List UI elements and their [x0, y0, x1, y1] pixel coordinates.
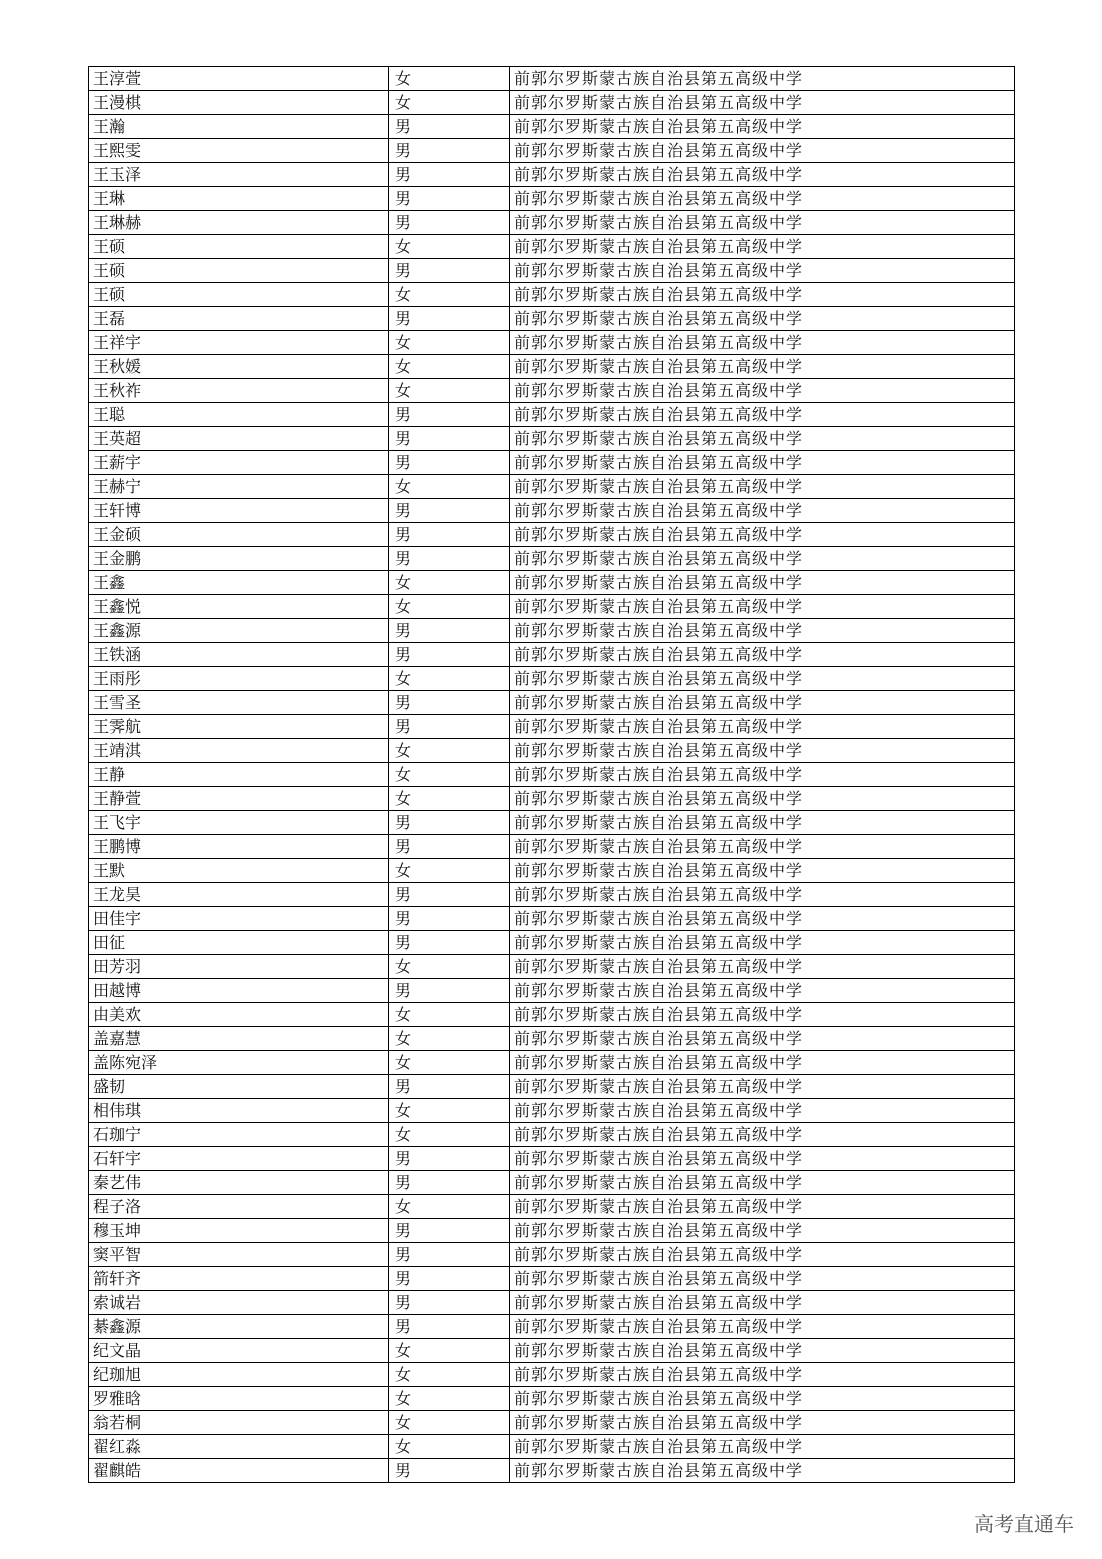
- gender-cell: 女: [389, 283, 510, 307]
- school-cell: 前郭尔罗斯蒙古族自治县第五高级中学: [510, 475, 1015, 499]
- table-row: [89, 619, 1015, 643]
- gender-cell: 女: [389, 763, 510, 787]
- table-row: [89, 547, 1015, 571]
- name-cell: 王龙昊: [89, 883, 389, 907]
- table-row: [89, 931, 1015, 955]
- table-row: [89, 1027, 1015, 1051]
- table-row: [89, 811, 1015, 835]
- name-cell: 石轩宇: [89, 1147, 389, 1171]
- school-cell: 前郭尔罗斯蒙古族自治县第五高级中学: [510, 931, 1015, 955]
- school-cell: 前郭尔罗斯蒙古族自治县第五高级中学: [510, 1267, 1015, 1291]
- name-cell: 王秋祚: [89, 379, 389, 403]
- table-row: [89, 307, 1015, 331]
- table-row: [89, 211, 1015, 235]
- school-cell: 前郭尔罗斯蒙古族自治县第五高级中学: [510, 715, 1015, 739]
- gender-cell: 男: [389, 1219, 510, 1243]
- table-row: [89, 715, 1015, 739]
- table-row: [89, 595, 1015, 619]
- gender-cell: 女: [389, 331, 510, 355]
- school-cell: 前郭尔罗斯蒙古族自治县第五高级中学: [510, 835, 1015, 859]
- name-cell: 王静萱: [89, 787, 389, 811]
- table-row: [89, 1171, 1015, 1195]
- name-cell: 王漫棋: [89, 91, 389, 115]
- school-cell: 前郭尔罗斯蒙古族自治县第五高级中学: [510, 811, 1015, 835]
- name-cell: 田征: [89, 931, 389, 955]
- school-cell: 前郭尔罗斯蒙古族自治县第五高级中学: [510, 667, 1015, 691]
- school-cell: 前郭尔罗斯蒙古族自治县第五高级中学: [510, 259, 1015, 283]
- table-row: [89, 187, 1015, 211]
- table-row: [89, 1243, 1015, 1267]
- table-row: [89, 67, 1015, 91]
- gender-cell: 男: [389, 139, 510, 163]
- name-cell: 田佳宇: [89, 907, 389, 931]
- table-row: [89, 283, 1015, 307]
- school-cell: 前郭尔罗斯蒙古族自治县第五高级中学: [510, 235, 1015, 259]
- school-cell: 前郭尔罗斯蒙古族自治县第五高级中学: [510, 1099, 1015, 1123]
- gender-cell: 女: [389, 955, 510, 979]
- gender-cell: 男: [389, 1171, 510, 1195]
- school-cell: 前郭尔罗斯蒙古族自治县第五高级中学: [510, 643, 1015, 667]
- table-row: [89, 835, 1015, 859]
- school-cell: 前郭尔罗斯蒙古族自治县第五高级中学: [510, 115, 1015, 139]
- gender-cell: 男: [389, 907, 510, 931]
- school-cell: 前郭尔罗斯蒙古族自治县第五高级中学: [510, 1435, 1015, 1459]
- school-cell: 前郭尔罗斯蒙古族自治县第五高级中学: [510, 355, 1015, 379]
- name-cell: 箭轩齐: [89, 1267, 389, 1291]
- school-cell: 前郭尔罗斯蒙古族自治县第五高级中学: [510, 1027, 1015, 1051]
- name-cell: 田越博: [89, 979, 389, 1003]
- table-row: [89, 1147, 1015, 1171]
- table-row: [89, 643, 1015, 667]
- school-cell: 前郭尔罗斯蒙古族自治县第五高级中学: [510, 787, 1015, 811]
- name-cell: 程子洛: [89, 1195, 389, 1219]
- gender-cell: 男: [389, 1243, 510, 1267]
- name-cell: 王熙雯: [89, 139, 389, 163]
- name-cell: 王霁航: [89, 715, 389, 739]
- gender-cell: 男: [389, 1147, 510, 1171]
- table-row: [89, 1051, 1015, 1075]
- school-cell: 前郭尔罗斯蒙古族自治县第五高级中学: [510, 331, 1015, 355]
- table-row: [89, 235, 1015, 259]
- table-row: [89, 571, 1015, 595]
- name-cell: 王祥宇: [89, 331, 389, 355]
- table-row: [89, 787, 1015, 811]
- name-cell: 石珈宁: [89, 1123, 389, 1147]
- name-cell: 王鑫源: [89, 619, 389, 643]
- school-cell: 前郭尔罗斯蒙古族自治县第五高级中学: [510, 283, 1015, 307]
- name-cell: 盖陈宛泽: [89, 1051, 389, 1075]
- name-cell: 王硕: [89, 283, 389, 307]
- gender-cell: 男: [389, 643, 510, 667]
- table-row: [89, 1291, 1015, 1315]
- roster-body: [89, 67, 1015, 1483]
- gender-cell: 女: [389, 355, 510, 379]
- gender-cell: 男: [389, 259, 510, 283]
- name-cell: 秦艺伟: [89, 1171, 389, 1195]
- table-row: [89, 139, 1015, 163]
- name-cell: 王英超: [89, 427, 389, 451]
- name-cell: 王鑫悦: [89, 595, 389, 619]
- gender-cell: 男: [389, 1267, 510, 1291]
- table-row: [89, 523, 1015, 547]
- name-cell: 王琳: [89, 187, 389, 211]
- gender-cell: 男: [389, 931, 510, 955]
- school-cell: 前郭尔罗斯蒙古族自治县第五高级中学: [510, 427, 1015, 451]
- gender-cell: 男: [389, 547, 510, 571]
- gender-cell: 男: [389, 835, 510, 859]
- name-cell: 王静: [89, 763, 389, 787]
- school-cell: 前郭尔罗斯蒙古族自治县第五高级中学: [510, 91, 1015, 115]
- school-cell: 前郭尔罗斯蒙古族自治县第五高级中学: [510, 907, 1015, 931]
- table-row: [89, 355, 1015, 379]
- school-cell: 前郭尔罗斯蒙古族自治县第五高级中学: [510, 1051, 1015, 1075]
- table-row: [89, 451, 1015, 475]
- name-cell: 王鑫: [89, 571, 389, 595]
- school-cell: 前郭尔罗斯蒙古族自治县第五高级中学: [510, 1315, 1015, 1339]
- gender-cell: 男: [389, 523, 510, 547]
- table-row: [89, 1411, 1015, 1435]
- name-cell: 王秋媛: [89, 355, 389, 379]
- table-row: [89, 1267, 1015, 1291]
- table-row: [89, 955, 1015, 979]
- school-cell: 前郭尔罗斯蒙古族自治县第五高级中学: [510, 1123, 1015, 1147]
- school-cell: 前郭尔罗斯蒙古族自治县第五高级中学: [510, 211, 1015, 235]
- name-cell: 罗雅晗: [89, 1387, 389, 1411]
- gender-cell: 女: [389, 1435, 510, 1459]
- gender-cell: 女: [389, 235, 510, 259]
- gender-cell: 女: [389, 1003, 510, 1027]
- name-cell: 翟红淼: [89, 1435, 389, 1459]
- gender-cell: 女: [389, 571, 510, 595]
- gender-cell: 男: [389, 499, 510, 523]
- name-cell: 索诚岩: [89, 1291, 389, 1315]
- gender-cell: 男: [389, 1291, 510, 1315]
- table-row: [89, 667, 1015, 691]
- name-cell: 盛韧: [89, 1075, 389, 1099]
- name-cell: 王靖淇: [89, 739, 389, 763]
- table-row: [89, 739, 1015, 763]
- table-row: [89, 379, 1015, 403]
- table-row: [89, 691, 1015, 715]
- watermark-text: 高考直通车: [974, 1512, 1074, 1536]
- gender-cell: 女: [389, 379, 510, 403]
- table-row: [89, 259, 1015, 283]
- gender-cell: 女: [389, 67, 510, 91]
- gender-cell: 男: [389, 979, 510, 1003]
- school-cell: 前郭尔罗斯蒙古族自治县第五高级中学: [510, 883, 1015, 907]
- name-cell: 王雨彤: [89, 667, 389, 691]
- gender-cell: 女: [389, 1027, 510, 1051]
- name-cell: 王雪圣: [89, 691, 389, 715]
- gender-cell: 男: [389, 163, 510, 187]
- table-row: [89, 859, 1015, 883]
- gender-cell: 男: [389, 1075, 510, 1099]
- school-cell: 前郭尔罗斯蒙古族自治县第五高级中学: [510, 955, 1015, 979]
- table-row: [89, 1363, 1015, 1387]
- school-cell: 前郭尔罗斯蒙古族自治县第五高级中学: [510, 307, 1015, 331]
- gender-cell: 男: [389, 427, 510, 451]
- table-row: [89, 91, 1015, 115]
- gender-cell: 女: [389, 787, 510, 811]
- school-cell: 前郭尔罗斯蒙古族自治县第五高级中学: [510, 1363, 1015, 1387]
- table-row: [89, 979, 1015, 1003]
- gender-cell: 男: [389, 187, 510, 211]
- name-cell: 王金硕: [89, 523, 389, 547]
- name-cell: 王硕: [89, 259, 389, 283]
- gender-cell: 女: [389, 91, 510, 115]
- name-cell: 翁若桐: [89, 1411, 389, 1435]
- school-cell: 前郭尔罗斯蒙古族自治县第五高级中学: [510, 1195, 1015, 1219]
- name-cell: 王轩博: [89, 499, 389, 523]
- school-cell: 前郭尔罗斯蒙古族自治县第五高级中学: [510, 691, 1015, 715]
- name-cell: 王瀚: [89, 115, 389, 139]
- table-row: [89, 427, 1015, 451]
- school-cell: 前郭尔罗斯蒙古族自治县第五高级中学: [510, 1171, 1015, 1195]
- name-cell: 王硕: [89, 235, 389, 259]
- name-cell: 王磊: [89, 307, 389, 331]
- school-cell: 前郭尔罗斯蒙古族自治县第五高级中学: [510, 451, 1015, 475]
- gender-cell: 女: [389, 1363, 510, 1387]
- name-cell: 王飞宇: [89, 811, 389, 835]
- name-cell: 田芳羽: [89, 955, 389, 979]
- table-row: [89, 475, 1015, 499]
- gender-cell: 男: [389, 451, 510, 475]
- table-row: [89, 1339, 1015, 1363]
- gender-cell: 女: [389, 1195, 510, 1219]
- gender-cell: 女: [389, 1051, 510, 1075]
- gender-cell: 女: [389, 595, 510, 619]
- gender-cell: 男: [389, 619, 510, 643]
- school-cell: 前郭尔罗斯蒙古族自治县第五高级中学: [510, 1459, 1015, 1483]
- table-row: [89, 1195, 1015, 1219]
- gender-cell: 女: [389, 1123, 510, 1147]
- table-row: [89, 763, 1015, 787]
- table-row: [89, 499, 1015, 523]
- name-cell: 王聪: [89, 403, 389, 427]
- table-row: [89, 883, 1015, 907]
- name-cell: 王默: [89, 859, 389, 883]
- school-cell: 前郭尔罗斯蒙古族自治县第五高级中学: [510, 1003, 1015, 1027]
- table-row: [89, 1315, 1015, 1339]
- name-cell: 王淳萱: [89, 67, 389, 91]
- gender-cell: 男: [389, 403, 510, 427]
- name-cell: 纪珈旭: [89, 1363, 389, 1387]
- table-row: [89, 907, 1015, 931]
- gender-cell: 男: [389, 1459, 510, 1483]
- table-row: [89, 1219, 1015, 1243]
- school-cell: 前郭尔罗斯蒙古族自治县第五高级中学: [510, 763, 1015, 787]
- gender-cell: 男: [389, 307, 510, 331]
- school-cell: 前郭尔罗斯蒙古族自治县第五高级中学: [510, 1219, 1015, 1243]
- table-row: [89, 1123, 1015, 1147]
- table-row: [89, 1099, 1015, 1123]
- gender-cell: 男: [389, 211, 510, 235]
- name-cell: 纪文晶: [89, 1339, 389, 1363]
- table-row: [89, 331, 1015, 355]
- table-row: [89, 1003, 1015, 1027]
- table-row: [89, 1435, 1015, 1459]
- gender-cell: 女: [389, 859, 510, 883]
- name-cell: 窦平智: [89, 1243, 389, 1267]
- name-cell: 王薪宇: [89, 451, 389, 475]
- table-row: [89, 115, 1015, 139]
- gender-cell: 女: [389, 1411, 510, 1435]
- table-row: [89, 403, 1015, 427]
- gender-cell: 男: [389, 715, 510, 739]
- gender-cell: 女: [389, 739, 510, 763]
- name-cell: 王铁涵: [89, 643, 389, 667]
- gender-cell: 女: [389, 667, 510, 691]
- school-cell: 前郭尔罗斯蒙古族自治县第五高级中学: [510, 139, 1015, 163]
- name-cell: 綦鑫源: [89, 1315, 389, 1339]
- school-cell: 前郭尔罗斯蒙古族自治县第五高级中学: [510, 979, 1015, 1003]
- gender-cell: 女: [389, 475, 510, 499]
- gender-cell: 女: [389, 1387, 510, 1411]
- school-cell: 前郭尔罗斯蒙古族自治县第五高级中学: [510, 1243, 1015, 1267]
- school-cell: 前郭尔罗斯蒙古族自治县第五高级中学: [510, 595, 1015, 619]
- school-cell: 前郭尔罗斯蒙古族自治县第五高级中学: [510, 1291, 1015, 1315]
- name-cell: 王琳赫: [89, 211, 389, 235]
- school-cell: 前郭尔罗斯蒙古族自治县第五高级中学: [510, 187, 1015, 211]
- name-cell: 王鹏博: [89, 835, 389, 859]
- name-cell: 王玉泽: [89, 163, 389, 187]
- school-cell: 前郭尔罗斯蒙古族自治县第五高级中学: [510, 499, 1015, 523]
- table-row: [89, 1075, 1015, 1099]
- school-cell: 前郭尔罗斯蒙古族自治县第五高级中学: [510, 1075, 1015, 1099]
- school-cell: 前郭尔罗斯蒙古族自治县第五高级中学: [510, 403, 1015, 427]
- gender-cell: 男: [389, 691, 510, 715]
- name-cell: 翟麒皓: [89, 1459, 389, 1483]
- name-cell: 王金鹏: [89, 547, 389, 571]
- school-cell: 前郭尔罗斯蒙古族自治县第五高级中学: [510, 1147, 1015, 1171]
- school-cell: 前郭尔罗斯蒙古族自治县第五高级中学: [510, 67, 1015, 91]
- name-cell: 穆玉坤: [89, 1219, 389, 1243]
- school-cell: 前郭尔罗斯蒙古族自治县第五高级中学: [510, 379, 1015, 403]
- school-cell: 前郭尔罗斯蒙古族自治县第五高级中学: [510, 619, 1015, 643]
- table-row: [89, 1459, 1015, 1483]
- gender-cell: 男: [389, 883, 510, 907]
- school-cell: 前郭尔罗斯蒙古族自治县第五高级中学: [510, 1387, 1015, 1411]
- school-cell: 前郭尔罗斯蒙古族自治县第五高级中学: [510, 739, 1015, 763]
- gender-cell: 男: [389, 115, 510, 139]
- school-cell: 前郭尔罗斯蒙古族自治县第五高级中学: [510, 163, 1015, 187]
- school-cell: 前郭尔罗斯蒙古族自治县第五高级中学: [510, 1411, 1015, 1435]
- table-row: [89, 163, 1015, 187]
- name-cell: 相伟琪: [89, 1099, 389, 1123]
- gender-cell: 女: [389, 1099, 510, 1123]
- school-cell: 前郭尔罗斯蒙古族自治县第五高级中学: [510, 1339, 1015, 1363]
- school-cell: 前郭尔罗斯蒙古族自治县第五高级中学: [510, 859, 1015, 883]
- school-cell: 前郭尔罗斯蒙古族自治县第五高级中学: [510, 571, 1015, 595]
- table-row: [89, 1387, 1015, 1411]
- gender-cell: 男: [389, 811, 510, 835]
- name-cell: 盖嘉慧: [89, 1027, 389, 1051]
- name-cell: 由美欢: [89, 1003, 389, 1027]
- school-cell: 前郭尔罗斯蒙古族自治县第五高级中学: [510, 523, 1015, 547]
- gender-cell: 女: [389, 1339, 510, 1363]
- school-cell: 前郭尔罗斯蒙古族自治县第五高级中学: [510, 547, 1015, 571]
- gender-cell: 男: [389, 1315, 510, 1339]
- student-roster-table: [88, 66, 1015, 1483]
- name-cell: 王赫宁: [89, 475, 389, 499]
